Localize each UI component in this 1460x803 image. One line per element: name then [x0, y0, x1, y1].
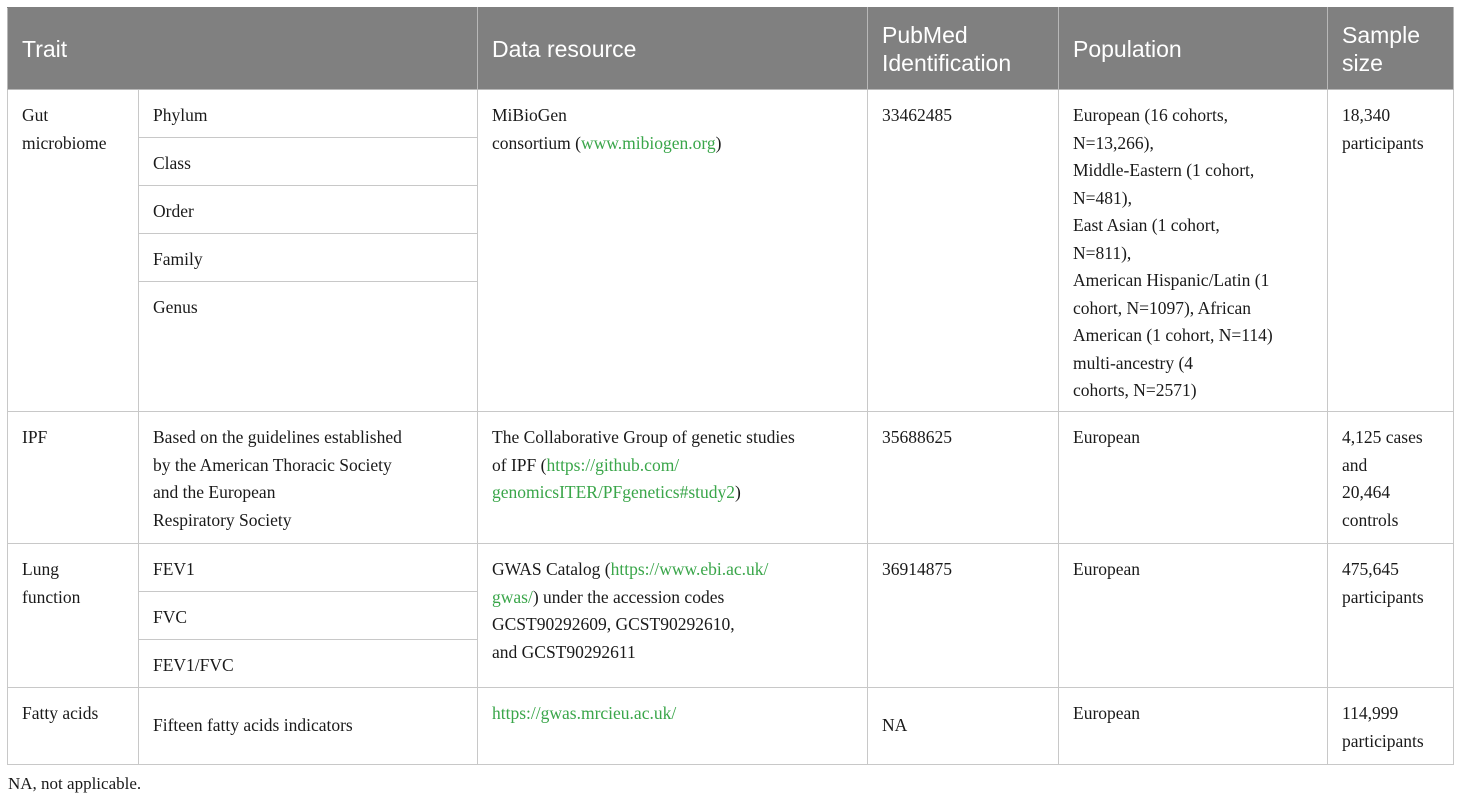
sample-line: controls [1342, 509, 1399, 530]
sample-line: 475,645 [1342, 559, 1399, 579]
trait-gut-line1: Gut [22, 105, 49, 125]
table-row [8, 688, 1454, 765]
subtrait-fev1-fvc: FEV1/FVC [139, 640, 478, 688]
subtrait-genus: Genus [139, 282, 478, 412]
subtrait-phylum: Phylum [139, 90, 478, 138]
sample-line: participants [1342, 586, 1424, 607]
population-line: N=13,266), [1073, 132, 1154, 153]
resource-gwas-catalog [478, 544, 868, 688]
sample-line: participants [1342, 132, 1424, 153]
trait-gut-line2: microbiome [22, 132, 107, 153]
resource-text: ) under the accession codes [532, 586, 725, 607]
resource-text: of IPF ( [492, 454, 547, 475]
trait-gut-microbiome [8, 90, 139, 412]
trait-line: function [22, 586, 81, 607]
resource-text: ) [735, 482, 741, 502]
definition-line: and the European [153, 482, 276, 502]
pubmed-lung: 36914875 [868, 544, 1059, 688]
header-pubmed-line2: Identification [882, 49, 1012, 76]
resource-line [492, 556, 853, 584]
resource-mibiogen [478, 90, 868, 412]
resource-text: GWAS Catalog ( [492, 559, 611, 579]
resource-text: GCST90292609, GCST90292610, [492, 614, 735, 634]
subtrait-fev1: FEV1 [139, 544, 478, 592]
sample-line: 20,464 [1342, 482, 1391, 502]
ebi-link[interactable]: https://www.ebi.ac.uk/ [610, 559, 769, 579]
pubmed-ipf: 35688625 [868, 412, 1059, 544]
subtrait-class: Class [139, 138, 478, 186]
header-sample-line1: Sample [1342, 21, 1420, 48]
header-population: Population [1059, 8, 1328, 90]
trait-ipf: IPF [8, 412, 139, 544]
ebi-link-continued[interactable]: gwas/ [492, 586, 533, 607]
sample-line: 114,999 [1342, 703, 1399, 723]
population-line: Middle-Eastern (1 cohort, [1073, 160, 1255, 180]
population-line: N=481), [1073, 187, 1132, 208]
population-line: East Asian (1 cohort, [1073, 215, 1220, 235]
population-lung: European [1059, 544, 1328, 688]
subtrait-fatty-acids: Fifteen fatty acids indicators [139, 688, 478, 765]
definition-line: Based on the guidelines established [153, 427, 402, 447]
resource-text: The Collaborative Group of genetic studies [492, 427, 795, 447]
sample-line: and [1342, 454, 1368, 475]
sample-size-fatty [1328, 688, 1454, 765]
resource-line [492, 479, 853, 507]
sample-size-gut [1328, 90, 1454, 412]
resource-text: ) [715, 132, 722, 153]
github-link[interactable]: https://github.com/ [546, 454, 680, 475]
population-line: cohorts, N=2571) [1073, 380, 1197, 400]
resource-mibiogen-line1: MiBioGen [492, 105, 567, 125]
resource-line [492, 584, 853, 612]
github-link-continued[interactable]: genomicsITER/PFgenetics#study2 [492, 482, 736, 502]
population-line: American Hispanic/Latin (1 [1073, 270, 1270, 290]
subtrait-order: Order [139, 186, 478, 234]
header-data-resource: Data resource [478, 8, 868, 90]
sample-line: 4,125 cases [1342, 427, 1423, 447]
subtrait-fvc: FVC [139, 592, 478, 640]
table-row [8, 90, 1454, 138]
header-row [8, 8, 1454, 90]
population-line: multi-ancestry (4 [1073, 352, 1194, 373]
table-footnote: NA, not applicable. [8, 774, 142, 793]
population-line: European (16 cohorts, [1073, 105, 1229, 125]
header-pubmed-line1: PubMed [882, 21, 968, 48]
resource-mrcieu [478, 688, 868, 765]
resource-text: and GCST90292611 [492, 641, 636, 662]
header-pubmed [868, 8, 1059, 90]
population-gut [1059, 90, 1328, 412]
table-row [8, 544, 1454, 592]
population-line: cohort, N=1097), African [1073, 297, 1252, 318]
resource-line [492, 452, 853, 480]
population-line: American (1 cohort, N=114) [1073, 325, 1273, 345]
subtrait-ipf-definition [139, 412, 478, 544]
definition-line: Respiratory Society [153, 509, 292, 530]
population-line: N=811), [1073, 242, 1132, 263]
population-fatty: European [1059, 688, 1328, 765]
header-sample-line2: size [1342, 49, 1383, 76]
trait-lung-function [8, 544, 139, 688]
data-sources-table [7, 7, 1454, 765]
pubmed-gut: 33462485 [868, 90, 1059, 412]
subtrait-family: Family [139, 234, 478, 282]
resource-ipf [478, 412, 868, 544]
sample-size-ipf [1328, 412, 1454, 544]
mibiogen-link[interactable]: www.mibiogen.org [580, 132, 716, 153]
table-row [8, 412, 1454, 544]
header-trait: Trait [8, 8, 478, 90]
sample-size-lung [1328, 544, 1454, 688]
pubmed-fatty: NA [868, 688, 1059, 765]
sample-line: 18,340 [1342, 105, 1391, 125]
trait-fatty-acids: Fatty acids [8, 688, 139, 765]
resource-mibiogen-line2 [492, 130, 853, 158]
trait-line: Lung [22, 559, 59, 579]
sample-line: participants [1342, 730, 1424, 751]
population-ipf: European [1059, 412, 1328, 544]
definition-line: by the American Thoracic Society [153, 454, 392, 475]
header-sample-size [1328, 8, 1454, 90]
resource-text: consortium ( [492, 132, 581, 153]
mrcieu-link[interactable]: https://gwas.mrcieu.ac.uk/ [492, 703, 677, 723]
